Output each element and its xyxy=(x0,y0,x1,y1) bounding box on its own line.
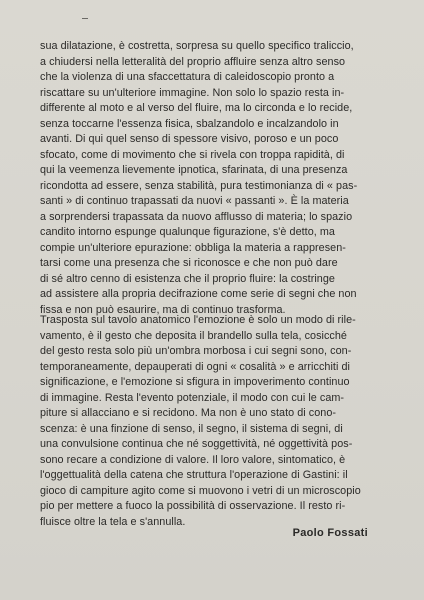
text-line: tarsi come una presenza che si riconosce e che non può dare xyxy=(40,257,338,269)
text-line: significazione, e l'emozione si sfigura in impoverimento continuo xyxy=(40,376,350,388)
text-line: Trasposta sul tavolo anatomico l'emozione è solo un modo di rile- xyxy=(40,314,356,326)
text-line: a chiudersi nella letteralità del proprio affluire senza altro senso xyxy=(40,55,346,68)
text-line: l'oggettualità della catena che struttura l'operazione di Gastini: il xyxy=(40,469,348,481)
page-mark xyxy=(82,18,88,19)
text-line: differente al moto e al verso del fluire, ma lo circonda e lo recide, xyxy=(40,102,353,114)
text-line: santi » di continuo trapassati da nuovi « passanti ». È la materia xyxy=(40,195,349,207)
text-line: candito intorno espunge qualunque figurazione, s'è detto, ma xyxy=(40,226,335,238)
text-line: avanti. Di qui quel senso di spessore visivo, poroso e un poco xyxy=(40,133,339,145)
text-line: riscattare su un'ulteriore immagine. Non solo lo spazio resta in- xyxy=(40,86,345,99)
text-line: qui la veemenza lievemente ipnotica, sfarinata, di una presenza xyxy=(40,164,348,176)
text-line: fissa e non può esaurire, ma di continuo trasforma. xyxy=(40,303,286,316)
text-line: di sé altro cenno di esistenza che il proprio fluire: la costringe xyxy=(40,272,335,285)
text-line: compie un'ulteriore epurazione: obbliga la materia a rappresen- xyxy=(40,241,346,254)
text-line: una convulsione continua che né soggettività, né oggettività pos- xyxy=(40,438,353,450)
text-line: scenza: è una finzione di senso, il segno, il sistema di segni, di xyxy=(40,422,343,435)
text-line: gioco di campiture agito come si muovono i vetri di un microscopio xyxy=(40,484,361,497)
text-line: a sorprendersi trapassata da nuovo afflusso di materia; lo spazio xyxy=(40,210,353,223)
text-line: piture si allacciano e si recidono. Ma non è uno stato di cono- xyxy=(40,407,337,419)
paragraph-2 xyxy=(40,313,376,530)
text-line: temporaneamente, depauperati di ogni « cosalità » e arricchiti di xyxy=(40,360,350,373)
text-line: vamento, è il gesto che deposita il brandello sulla tela, cosicché xyxy=(40,329,347,342)
paragraph-1 xyxy=(40,39,376,318)
text-line: sua dilatazione, è costretta, sorpresa su quello specifico traliccio, xyxy=(40,40,354,52)
text-line: senza toccarne l'essenza fisica, sbalzandolo e incalzandolo in xyxy=(40,117,339,130)
text-line: pio per mettere a fuoco la possibilità di osservazione. Il resto ri- xyxy=(40,500,346,512)
text-line: ad assistere alla propria decifrazione come serie di segni che non xyxy=(40,288,357,300)
text-line: sono recare a condizione di valore. Il loro valore, sintomatico, è xyxy=(40,453,346,466)
author-signature: Paolo Fossati xyxy=(292,527,368,539)
text-line: ricondotta ad essere, senza stabilità, pura testimonianza di « pas- xyxy=(40,179,358,192)
text-line: di immagine. Resta l'evento potenziale, il modo con cui le cam- xyxy=(40,391,345,404)
text-line: sfocato, come di movimento che si rivela con troppa rapidità, di xyxy=(40,148,345,161)
text-line: del gesto resta solo più un'ombra morbosa i cui segni sono, con- xyxy=(40,345,352,357)
text-line: che la violenza di una sfaccettatura di caleidoscopio pronto a xyxy=(40,71,335,83)
text-line: fluisce oltre la tela e s'annulla. xyxy=(40,515,186,528)
